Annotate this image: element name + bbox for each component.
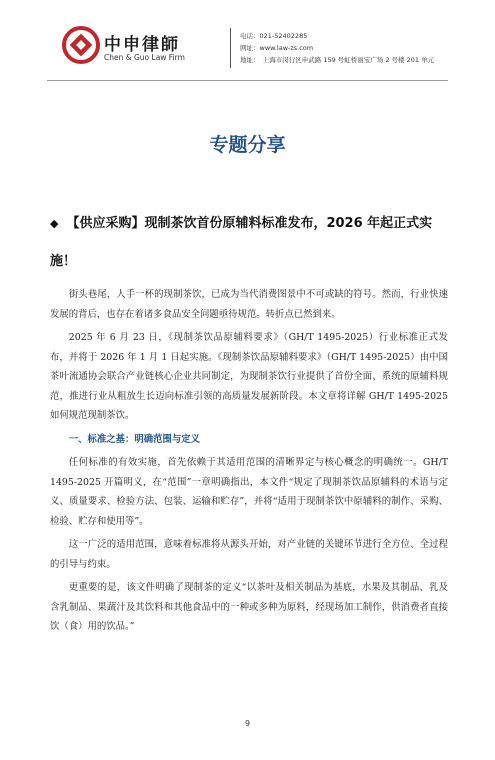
diamond-bullet-icon: ◆ [50,217,59,230]
phone-text: 电话：021-52402285 [240,32,308,40]
section-heading: 一、标准之基：明确范围与定义 [68,433,201,445]
body-paragraph: 街头巷尾，人手一杯的现制茶饮，已成为当代消费图景中不可或缺的符号。然而，行业快速发展的背后，也存在着诸多食品安全问题亟待规范。转折点已然到来。 [50,289,448,320]
body-paragraph: 更重要的是，该文件明确了现制茶的定义“以茶叶及相关制品为基底，水果及其制品、乳及含乳制品、果蔬汁及其饮料和其他食品中的一种或多种为原料，经现场加工制作，供消费者直接饮（食）用的饮品。” [50,582,448,632]
headline-text: 【供应采购】现制茶饮首份原辅料标准发布，2026 年起正式实施！ [50,216,433,269]
page-title: 专题分享 [209,134,286,156]
website-text: 网址：www.law-zs.com [240,44,314,52]
address-text: 地址： 上海市闵行区申武路 159 号虹桥丽宝广场 2 号楼 201 单元 [240,56,435,64]
page-number: 9 [244,719,251,728]
brand-name-cn: 中申律師 [104,35,180,55]
article-headline [50,205,450,281]
letterhead [0,0,495,80]
body-paragraph: 任何标准的有效实施，首先依赖于其适用范围的清晰界定与核心概念的明确统一。GH/T 1495-2025 开篇明义，在“范围”一章明确指出，本文件“规定了现制茶饮品原辅料的术语与定义、质量要求、检验方法、包装、运输和贮存”，并将“适用于现制茶饮中原辅料的制作、采购、检验、贮存和使用等”。 [50,457,448,527]
body-paragraph: 这一广泛的适用范围，意味着标准将从源头开始，对产业链的关键环节进行全方位、全过程的引导与约束。 [50,539,448,570]
firm-logo-icon [62,26,100,64]
header-rule [47,80,448,81]
header-divider [230,28,231,68]
article-body [50,285,448,641]
body-paragraph: 2025 年 6 月 23 日，《现制茶饮品原辅料要求》（GH/T 1495-2025）行业标准正式发布，并将于 2026 年 1 月 1 日起实施。《现制茶饮品原辅料要求》（GH/T 1495-2025）由中国茶叶流通协会联合产业链核心企业共同制定，为现制茶饮行业提供了首份全面、系统的原辅料规范，推进行业从粗放生长迈向标准引领的高质量发展新阶段。本文章将详解 GH/T 1495-2025 如何规范现制茶饮。 [50,332,448,421]
contact-block [240,30,434,66]
brand-name-en: Chen & Guo Law Firm [104,53,185,62]
